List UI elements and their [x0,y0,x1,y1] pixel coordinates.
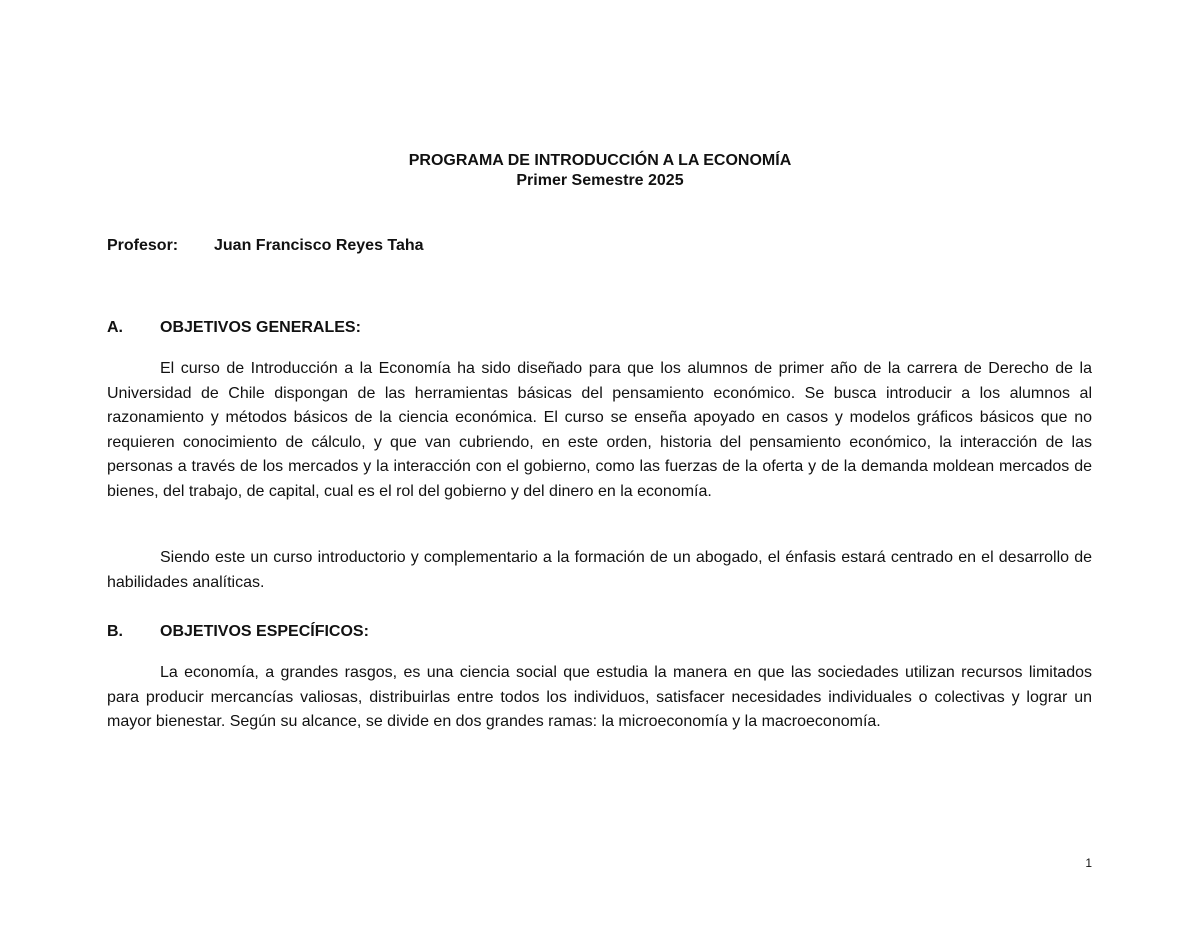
section-a-paragraph-2: Siendo este un curso introductorio y complementario a la formación de un abogado, el énfasis estará centrado en el desarrollo de habilidades analíticas. [107,549,1092,591]
section-b-heading [107,622,369,642]
section-b-letter: B. [107,623,123,640]
professor-name: Juan Francisco Reyes Taha [214,237,424,254]
section-a-title: OBJETIVOS GENERALES: [160,319,361,336]
title-block [0,151,1200,191]
section-a-paragraph-1: El curso de Introducción a la Economía ha sido diseñado para que los alumnos de primer año de la carrera de Derecho de la Universidad de Chile dispongan de las herramientas básicas del pensamiento económico. Se busca introducir a los alumnos al razonamiento y métodos básicos de la ciencia económica. El curso se enseña apoyado en casos y modelos gráficos básicos que no requieren conocimiento de cálculo, y que van cubriendo, en este orden, historia del pensamiento económico, la interacción de las personas a través de los mercados y la interacción con el gobierno, como las fuerzas de la oferta y de la demanda moldean mercados de bienes, del trabajo, de capital, cual es el rol del gobierno y del dinero en la economía. [107,360,1092,500]
page-number: 1 [1085,856,1092,870]
section-a-letter: A. [107,319,123,336]
professor-label: Profesor: [107,237,179,254]
section-b-title: OBJETIVOS ESPECÍFICOS: [160,623,369,640]
document-title: PROGRAMA DE INTRODUCCIÓN A LA ECONOMÍA [408,152,792,169]
section-a-heading [107,318,361,338]
professor-line [107,236,424,256]
document-subtitle: Primer Semestre 2025 [516,172,684,189]
section-b-paragraph-1: La economía, a grandes rasgos, es una ciencia social que estudia la manera en que las sociedades utilizan recursos limitados para producir mercancías valiosas, distribuirlas entre todos los individuos, satisfacer necesidades individuales o colectivas y lograr un mayor bienestar. Según su alcance, se divide en dos grandes ramas: la microeconomía y la macroeconomía. [107,664,1092,731]
